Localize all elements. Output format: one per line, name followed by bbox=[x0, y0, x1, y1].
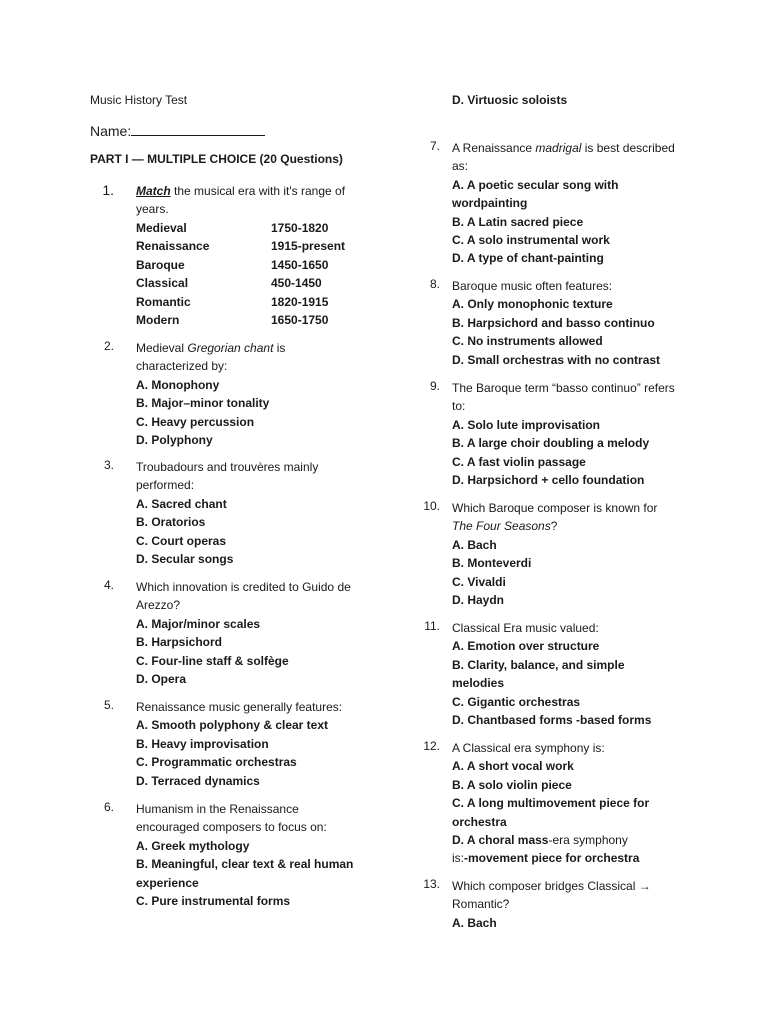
stem-emphasis: Match bbox=[136, 184, 171, 198]
question-number: 11. bbox=[424, 619, 440, 633]
question-stem-line2: Romantic? bbox=[452, 897, 510, 912]
era-range: 1915-present bbox=[271, 239, 346, 254]
question-stem: Which composer bridges Classical → bbox=[452, 879, 651, 893]
answer-option-d: D. Harpsichord + cello foundation bbox=[452, 473, 645, 488]
question-stem: A Renaissance madrigal is best described bbox=[452, 141, 675, 155]
answer-option-d: D. Opera bbox=[136, 672, 187, 687]
stem-emphasis: madrigal bbox=[535, 141, 582, 155]
question-number: 10. bbox=[423, 499, 440, 513]
question-number: 6. bbox=[103, 800, 114, 814]
era-name: Renaissance bbox=[136, 239, 210, 254]
era-range: 450-1450 bbox=[271, 276, 322, 291]
question-number: 13. bbox=[423, 877, 440, 891]
name-field bbox=[90, 123, 265, 139]
answer-option-d: D. Polyphony bbox=[136, 433, 213, 448]
answer-option-c: C. Vivaldi bbox=[452, 574, 506, 589]
stem-emphasis: Gregorian chant bbox=[187, 341, 274, 355]
question-stem: A Classical era symphony is: bbox=[452, 741, 605, 755]
answer-option-a: A. A poetic secular song with bbox=[452, 177, 619, 192]
era-range: 1650-1750 bbox=[271, 312, 329, 327]
part-heading: PART I — MULTIPLE CHOICE (20 Questions) bbox=[90, 152, 343, 166]
question-stem: The Baroque term “basso continuo” refers bbox=[452, 381, 675, 395]
answer-option-c: C. No instruments allowed bbox=[452, 334, 603, 349]
answer-option-c: C. A solo instrumental work bbox=[452, 233, 610, 248]
question-number: 1. bbox=[102, 182, 114, 198]
answer-option-d: D. Secular songs bbox=[136, 552, 234, 567]
answer-option-b: B. A large choir doubling a melody bbox=[452, 436, 650, 451]
question-stem-line2: Arezzo? bbox=[136, 598, 181, 613]
answer-option-a: A. Only monophonic texture bbox=[452, 297, 613, 312]
stem-text: the musical era with it's range of bbox=[170, 184, 346, 198]
question-stem-line2: The Four Seasons? bbox=[452, 519, 558, 534]
answer-option-a: A. Smooth polyphony & clear text bbox=[136, 718, 329, 733]
question-stem-line2: as: bbox=[452, 159, 469, 174]
era-name: Modern bbox=[136, 312, 180, 327]
answer-option-d: D. A type of chant-painting bbox=[452, 251, 604, 266]
era-row bbox=[136, 311, 396, 329]
era-name: Medieval bbox=[136, 221, 187, 235]
answer-option-a: A. A short vocal work bbox=[452, 759, 574, 774]
page-title: Music History Test bbox=[90, 93, 188, 107]
answer-option-b-cont: experience bbox=[136, 875, 199, 890]
answer-option-a-cont: wordpainting bbox=[452, 196, 528, 211]
answer-option-d: D. Terraced dynamics bbox=[136, 773, 260, 788]
name-label: Name: bbox=[90, 123, 132, 139]
answer-option-d: D. Chantbased forms -based forms bbox=[452, 713, 652, 728]
question-stem: Medieval Gregorian chant is bbox=[136, 341, 286, 355]
answer-option-c: C. Gigantic orchestras bbox=[452, 694, 581, 709]
answer-option-b-cont: melodies bbox=[452, 676, 505, 691]
era-range-table bbox=[136, 219, 396, 329]
answer-option-d: D. Virtuosic soloists bbox=[452, 93, 568, 107]
question-number: 2. bbox=[103, 339, 114, 353]
question-number: 5. bbox=[103, 698, 114, 712]
question-stem-line2: encouraged composers to focus on: bbox=[136, 820, 327, 835]
era-name: Romantic bbox=[136, 294, 191, 309]
answer-option-c: C. Four-line staff & solfège bbox=[136, 653, 289, 668]
era-range: 1820-1915 bbox=[271, 294, 329, 309]
answer-option-b: B. A Latin sacred piece bbox=[452, 214, 584, 229]
stem-emphasis: The Four Seasons bbox=[452, 519, 551, 534]
question-stem-line2: years. bbox=[136, 202, 169, 217]
answer-option-c: C. Heavy percussion bbox=[136, 414, 255, 429]
answer-option-b: B. Major–minor tonality bbox=[136, 396, 270, 411]
question-stem: Which innovation is credited to Guido de bbox=[136, 580, 351, 594]
question-number: 9. bbox=[429, 379, 440, 393]
question-stem: Baroque music often features: bbox=[452, 279, 613, 293]
answer-option-a: A. Major/minor scales bbox=[136, 616, 261, 631]
question-stem: Classical Era music valued: bbox=[452, 621, 599, 635]
answer-option-c: C. Court operas bbox=[136, 533, 227, 548]
question-number: 12. bbox=[423, 739, 440, 753]
answer-option-d: D. A choral mass-era symphony bbox=[452, 833, 628, 848]
answer-option-d: D. Haydn bbox=[452, 593, 505, 608]
answer-option-b: B. Oratorios bbox=[136, 515, 206, 530]
answer-option-d-cont: is:-movement piece for orchestra bbox=[452, 851, 640, 866]
answer-option-b: B. Monteverdi bbox=[452, 556, 532, 571]
era-range: 1450-1650 bbox=[271, 257, 329, 272]
answer-option-c: C. A long multimovement piece for bbox=[452, 796, 650, 811]
question-stem: Which Baroque composer is known for bbox=[452, 501, 658, 515]
answer-option-a: A. Bach bbox=[452, 537, 497, 552]
answer-option-b: B. Harpsichord bbox=[136, 635, 223, 650]
question-stem bbox=[136, 182, 396, 200]
answer-option-a: A. Solo lute improvisation bbox=[452, 417, 601, 432]
question-stem-line2: performed: bbox=[136, 478, 195, 493]
era-name: Baroque bbox=[136, 257, 185, 272]
answer-option-a: A. Greek mythology bbox=[136, 838, 250, 853]
era-range: 1750-1820 bbox=[271, 221, 329, 235]
question-number: 8. bbox=[429, 277, 440, 291]
answer-option-c-cont: orchestra bbox=[452, 814, 507, 829]
answer-option-c: C. A fast violin passage bbox=[452, 454, 586, 469]
answer-option-b: B. A solo violin piece bbox=[452, 777, 572, 792]
question-stem: Humanism in the Renaissance bbox=[136, 802, 299, 816]
answer-option-b: B. Heavy improvisation bbox=[136, 736, 269, 751]
era-row bbox=[136, 293, 396, 311]
answer-option-c: C. Programmatic orchestras bbox=[136, 755, 297, 770]
answer-option-a: A. Bach bbox=[452, 915, 497, 930]
question-stem-line2: to: bbox=[452, 399, 466, 414]
answer-option-b: B. Meaningful, clear text & real human bbox=[136, 857, 354, 872]
era-row bbox=[136, 237, 396, 255]
answer-option-c: C. Pure instrumental forms bbox=[136, 894, 291, 909]
question-stem: Renaissance music generally features: bbox=[136, 700, 343, 714]
question-stem-line2: characterized by: bbox=[136, 359, 228, 374]
era-name: Classical bbox=[136, 276, 189, 291]
era-row bbox=[136, 219, 396, 237]
answer-option-d: D. Small orchestras with no contrast bbox=[452, 352, 661, 367]
answer-option-b: B. Harpsichord and basso continuo bbox=[452, 315, 655, 330]
question-number: 4. bbox=[103, 578, 114, 592]
answer-option-b: B. Clarity, balance, and simple bbox=[452, 657, 625, 672]
answer-option-a: A. Sacred chant bbox=[136, 496, 227, 511]
answer-option-a: A. Emotion over structure bbox=[452, 639, 600, 654]
era-row bbox=[136, 256, 396, 274]
answer-option-a: A. Monophony bbox=[136, 377, 220, 392]
question-stem: Troubadours and trouvères mainly bbox=[136, 460, 319, 474]
name-blank-line bbox=[131, 123, 265, 136]
era-row bbox=[136, 274, 396, 292]
question-number: 3. bbox=[103, 458, 114, 472]
question-number: 7. bbox=[429, 139, 440, 153]
